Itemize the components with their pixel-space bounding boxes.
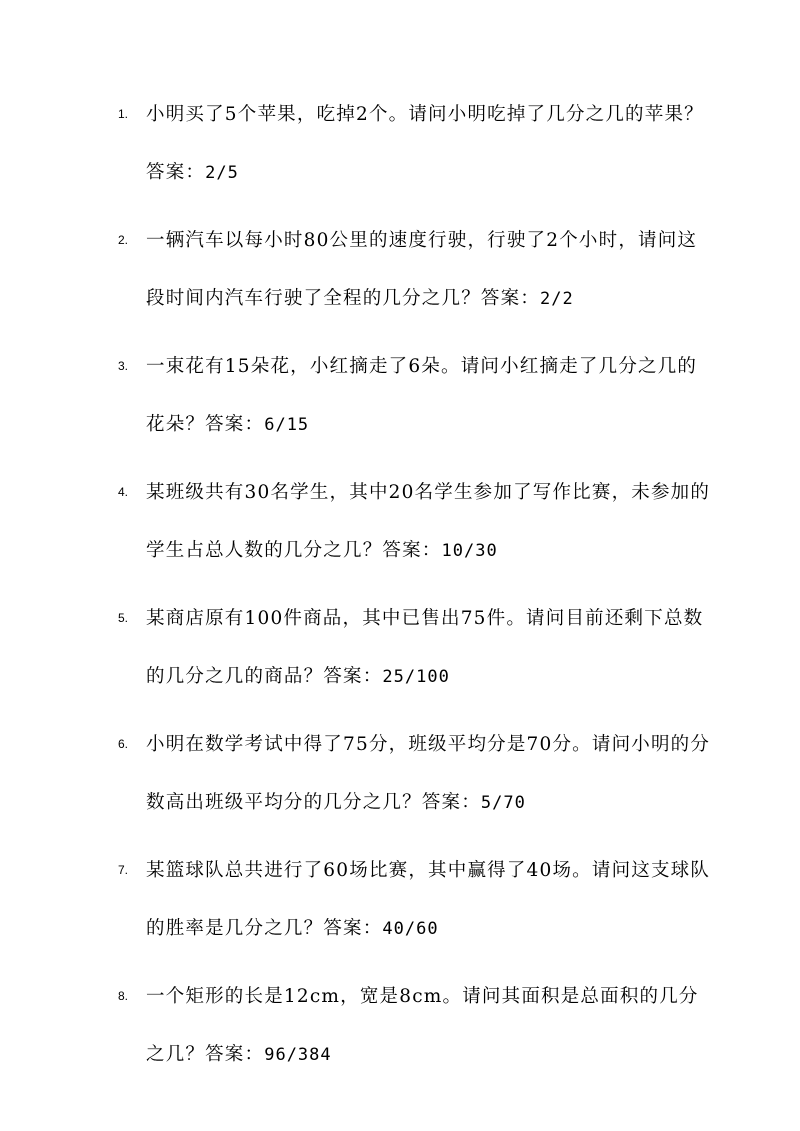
question-text: 某班级共有30名学生，其中20名学生参加了写作比赛，未参加的学生占总人数的几分之几？ [146, 482, 711, 561]
question-text: 一束花有15朵花，小红摘走了6朵。请问小红摘走了几分之几的花朵？ [146, 356, 698, 435]
problem-item [118, 86, 708, 202]
problem-text [146, 212, 712, 328]
answer-label: 答案： [323, 666, 383, 687]
problem-number: 1. [118, 107, 129, 121]
problem-item [118, 590, 708, 706]
problem-number: 6. [118, 737, 129, 751]
problem-list [118, 86, 711, 1094]
problem-item [118, 842, 711, 958]
question-text: 一辆汽车以每小时80公里的速度行驶，行驶了2个小时，请问这段时间内汽车行驶了全程的几分之几？ [146, 230, 698, 309]
problem-number: 3. [118, 359, 129, 373]
problem-text [146, 338, 712, 454]
answer-value: 2/5 [205, 163, 239, 183]
answer-value: 5/70 [480, 793, 526, 813]
problem-item [118, 464, 711, 580]
problem-text [146, 842, 712, 958]
answer-label: 答案： [421, 792, 481, 813]
answer-label: 答案： [146, 162, 206, 183]
problem-item [118, 716, 711, 832]
answer-label: 答案： [382, 540, 442, 561]
problem-text [146, 968, 712, 1084]
problem-text [146, 464, 712, 580]
question-text: 某商店原有100件商品，其中已售出75件。请问目前还剩下总数的几分之几的商品？ [146, 608, 704, 687]
problem-number: 7. [118, 863, 129, 877]
answer-label: 答案： [480, 288, 541, 309]
problem-text [146, 86, 712, 202]
problem-item [118, 338, 708, 454]
problem-text [146, 590, 712, 706]
problem-number: 8. [118, 989, 129, 1003]
question-text: 一个矩形的长是12cm，宽是8cm。请问其面积是总面积的几分之几？ [146, 986, 699, 1065]
problem-text [146, 716, 712, 832]
answer-label: 答案： [205, 1044, 265, 1065]
answer-value: 6/15 [264, 415, 310, 435]
question-text: 某篮球队总共进行了60场比赛，其中赢得了40场。请问这支球队的胜率是几分之几？ [146, 860, 711, 939]
question-text: 小明买了5个苹果，吃掉2个。请问小明吃掉了几分之几的苹果？ [146, 104, 704, 125]
answer-value: 2/2 [540, 289, 574, 309]
problem-number: 4. [118, 485, 129, 499]
answer-value: 10/30 [441, 541, 498, 561]
problem-number: 2. [118, 233, 129, 247]
answer-value: 96/384 [264, 1045, 332, 1065]
problem-item [118, 968, 708, 1084]
answer-label: 答案： [323, 918, 383, 939]
answer-label: 答案： [205, 414, 265, 435]
problem-item [118, 212, 708, 328]
problem-number: 5. [118, 611, 129, 625]
answer-value: 40/60 [382, 919, 439, 939]
answer-value: 25/100 [382, 667, 450, 687]
question-text: 小明在数学考试中得了75分，班级平均分是70分。请问小明的分数高出班级平均分的几分之几？ [146, 734, 711, 813]
